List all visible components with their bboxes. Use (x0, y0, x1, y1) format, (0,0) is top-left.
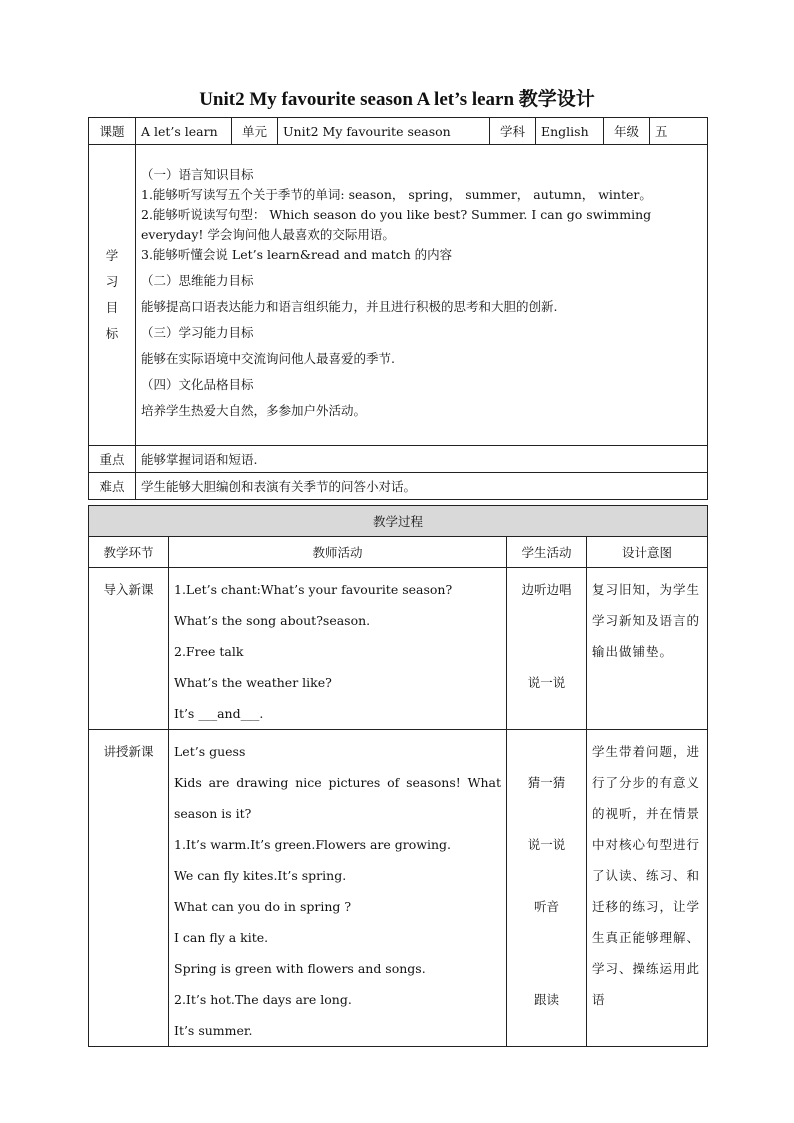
teacher-line: 1.It’s warm.It’s green.Flowers are growing. (174, 837, 452, 852)
header-design: 设计意图 (587, 537, 708, 568)
design-intent-intro: 复习旧知，为学生学习新知及语言的输出做铺垫。 (587, 568, 708, 730)
goal-heading-thinking: （二）思维能力目标 (141, 273, 254, 288)
teacher-line: We can fly kites.It’s spring. (174, 868, 347, 883)
design-intent-new-lesson: 学生带着问题，进行了分步的有意义的视听，并在情景中对核心句型进行了认读、练习、和迁移的练习，让学生真正能够理解、学习、操练运用此语 (587, 730, 708, 1047)
grade-label: 年级 (604, 118, 650, 145)
goal-line-3: 3.能够听懂会说 Let’s learn&read and match 的内容 (141, 247, 453, 262)
header-teacher: 教师活动 (169, 537, 507, 568)
lesson-info-table (88, 117, 708, 500)
stage-new-lesson: 讲授新课 (89, 730, 169, 1047)
subject-value: English (536, 118, 604, 145)
teaching-process-table (88, 505, 708, 1047)
goal-line-2b: everyday! 学会询问他人最喜欢的交际用语。 (141, 227, 395, 242)
student-activity-intro: 边听边唱 说一说 (507, 568, 587, 730)
topic-label: 课题 (89, 118, 136, 145)
teacher-activity-intro (169, 568, 507, 730)
teacher-line: What can you do in spring ? (174, 899, 352, 914)
teacher-line: Spring is green with flowers and songs. (174, 961, 426, 976)
stage-intro: 导入新课 (89, 568, 169, 730)
key-point-label: 重点 (89, 446, 136, 473)
goal-heading-learning: （三）学习能力目标 (141, 325, 254, 340)
difficult-point-label: 难点 (89, 473, 136, 500)
unit-label: 单元 (232, 118, 278, 145)
goals-label: 学习目标 (89, 145, 136, 446)
difficult-point-value: 学生能够大胆编创和表演有关季节的问答小对话。 (136, 473, 708, 500)
grade-value: 五 (650, 118, 708, 145)
header-stage: 教学环节 (89, 537, 169, 568)
teacher-line: Let’s guess (174, 744, 246, 759)
student-activity-new-lesson: 猜一猜 说一说 听音 跟读 (507, 730, 587, 1047)
unit-value: Unit2 My favourite season (278, 118, 490, 145)
teacher-line: What’s the song about?season. (174, 613, 371, 628)
teacher-line: 2.Free talk (174, 644, 244, 659)
header-student: 学生活动 (507, 537, 587, 568)
document-title: Unit2 My favourite season A let’s learn 教学设计 (199, 89, 595, 110)
goal-line-1: 1.能够听写读写五个关于季节的单词: season， spring， summer， autumn， winter。 (141, 187, 652, 202)
goal-line-2a: 2.能够听说读写句型： Which season do you like best? Summer. I can go swimming (141, 207, 652, 222)
goal-learning-text: 能够在实际语境中交流询问他人最喜爱的季节. (141, 351, 395, 366)
goal-heading-culture: （四）文化品格目标 (141, 377, 254, 392)
key-point-value: 能够掌握词语和短语. (136, 446, 708, 473)
goal-heading-language: （一）语言知识目标 (141, 167, 254, 182)
learning-goals (136, 145, 708, 446)
goal-culture-text: 培养学生热爱大自然，多参加户外活动。 (141, 403, 367, 418)
topic-value: A let’s learn (136, 118, 232, 145)
teacher-line: 2.It’s hot.The days are long. (174, 992, 352, 1007)
teacher-line: 1.Let’s chant:What’s your favourite season? (174, 582, 453, 597)
teacher-activity-new-lesson (169, 730, 507, 1047)
goal-thinking-text: 能够提高口语表达能力和语言组织能力，并且进行积极的思考和大胆的创新. (141, 299, 558, 314)
teacher-line: What’s the weather like? (174, 675, 332, 690)
teacher-line: Kids are drawing nice pictures of seasons! What (174, 775, 501, 790)
process-title: 教学过程 (89, 506, 708, 537)
subject-label: 学科 (490, 118, 536, 145)
teacher-line: It’s ___and___. (174, 706, 264, 721)
teacher-line: I can fly a kite. (174, 930, 269, 945)
teacher-line: season is it? (174, 806, 252, 821)
teacher-line: It’s summer. (174, 1023, 253, 1038)
